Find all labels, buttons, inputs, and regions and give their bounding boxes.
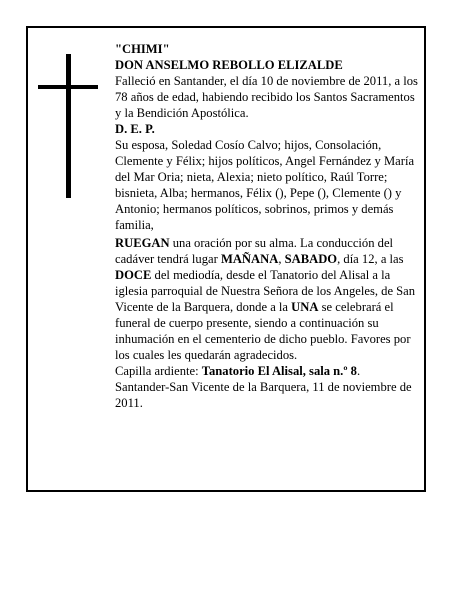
dep-line: D. E. P. [115, 122, 155, 136]
chapel-place: Tanatorio El Alisal, sala n.º 8 [201, 364, 357, 378]
request-text-4: del mediodía, desde el Tanatorio del Alisal a la iglesia parroquial de Nuestra Señora de los Angeles, de San Vicente de la Barquera, donde a la [115, 268, 416, 314]
request-text-5: se celebrará el funeral de cuerpo presente, siendo a continuación su inhumación en el cementerio de dicho pueblo. Favores por los cuales les quedarán agradecidos. [115, 300, 411, 362]
funeral-request [115, 235, 421, 363]
deceased-name: DON ANSELMO REBOLLO ELIZALDE [115, 58, 343, 72]
una-word: UNA [291, 300, 319, 314]
request-text-1: una oración por su alma. La conducción del cadáver tendrá lugar [115, 236, 394, 266]
manana-word: MAÑANA [220, 252, 279, 266]
chapel-end: . [356, 364, 361, 378]
cross-vertical-bar [66, 54, 71, 198]
death-announcement: Falleció en Santander, el día 10 de noviembre de 2011, a los 78 años de edad, habiendo recibido los Santos Sacramentos y la Bendición Apostólica. [115, 74, 418, 120]
ruegan-word: RUEGAN [115, 236, 170, 250]
cross-icon [38, 54, 98, 198]
obituary-notice [26, 26, 426, 492]
notice-text [115, 41, 421, 411]
chapel-label: Capilla ardiente: [115, 364, 202, 378]
doce-word: DOCE [115, 268, 152, 282]
place-date-footer: Santander-San Vicente de la Barquera, 11 de noviembre de 2011. [115, 380, 412, 410]
cross-horizontal-bar [38, 85, 98, 89]
sabado-word: SABADO [284, 252, 338, 266]
request-text-3: , día 12, a las [337, 252, 404, 266]
family-list: Su esposa, Soledad Cosío Calvo; hijos, Consolación, Clemente y Félix; hijos políticos, Angel Fernández y María del Mar Oria; nieta, Alexia; nieto político, Raúl Torre; bisnieta, Alba; hermanos, Félix (), Pepe (), Clemente () y Antonio; hermanos políticos, sobrinos, primos y demás familia, [115, 138, 415, 232]
chapel-line [115, 363, 421, 379]
nickname: "CHIMI" [115, 42, 170, 56]
request-text-2: , [278, 252, 285, 266]
